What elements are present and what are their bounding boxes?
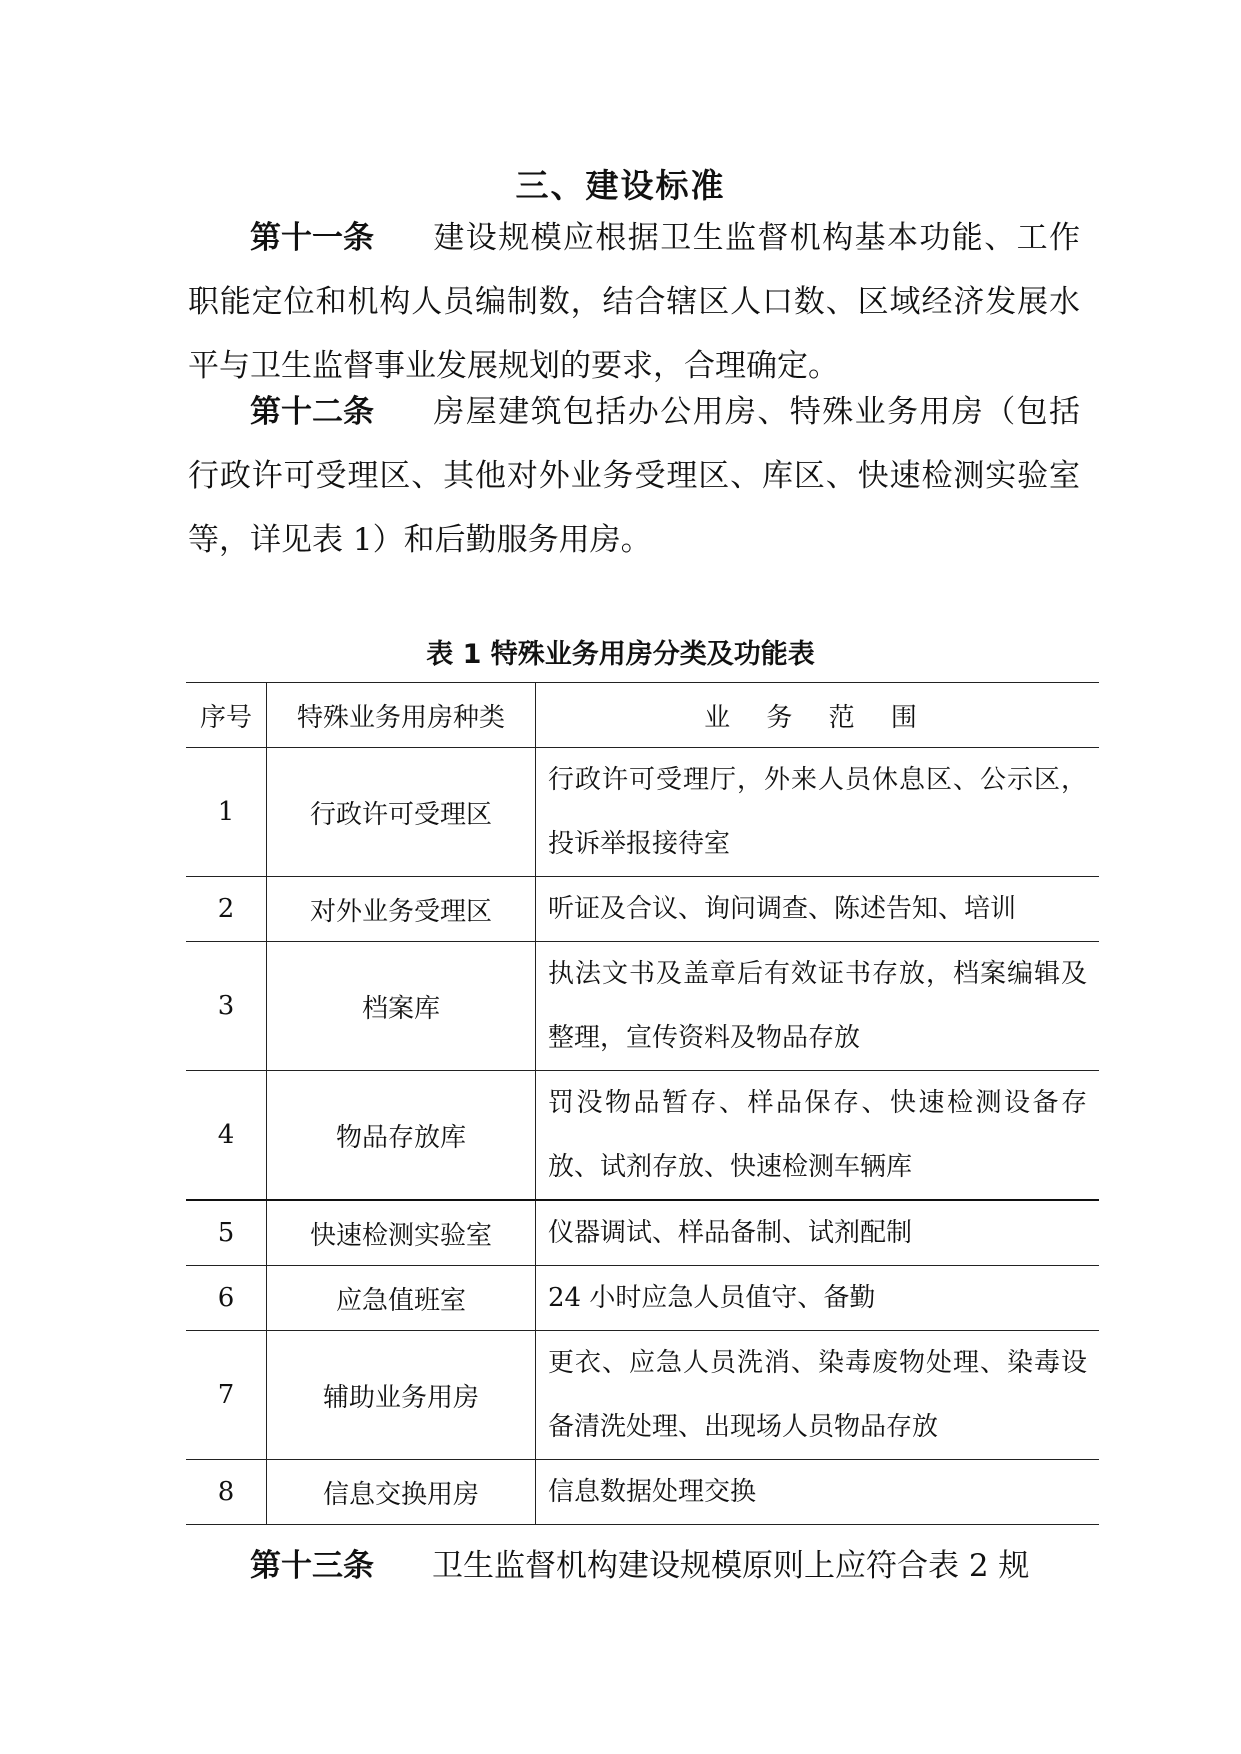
table-row bbox=[186, 1200, 1099, 1266]
row-no: 1 bbox=[186, 748, 267, 877]
table-row bbox=[186, 748, 1099, 877]
table-row bbox=[186, 1071, 1099, 1201]
row-scope: 罚没物品暂存、样品保存、快速检测设备存放、试剂存放、快速检测车辆库 bbox=[536, 1071, 1100, 1201]
row-scope: 仪器调试、样品备制、试剂配制 bbox=[536, 1200, 1100, 1266]
table-caption: 表 1 特殊业务用房分类及功能表 bbox=[426, 639, 815, 670]
row-scope: 执法文书及盖章后有效证书存放，档案编辑及整理，宣传资料及物品存放 bbox=[536, 942, 1100, 1071]
row-kind: 行政许可受理区 bbox=[267, 748, 536, 877]
row-kind: 信息交换用房 bbox=[267, 1460, 536, 1525]
row-kind: 辅助业务用房 bbox=[267, 1331, 536, 1460]
row-scope: 听证及合议、询问调查、陈述告知、培训 bbox=[536, 877, 1100, 942]
header-no: 序号 bbox=[186, 683, 267, 748]
row-no: 8 bbox=[186, 1460, 267, 1525]
table-row bbox=[186, 1460, 1099, 1525]
row-kind: 档案库 bbox=[267, 942, 536, 1071]
header-scope: 业 务 范 围 bbox=[536, 683, 1100, 748]
row-no: 3 bbox=[186, 942, 267, 1071]
row-no: 5 bbox=[186, 1200, 267, 1266]
row-kind: 对外业务受理区 bbox=[267, 877, 536, 942]
table-header-row bbox=[186, 683, 1099, 748]
article-13 bbox=[188, 1534, 1080, 1598]
article-label: 第十二条 bbox=[250, 394, 374, 430]
row-kind: 物品存放库 bbox=[267, 1071, 536, 1201]
table-row bbox=[186, 877, 1099, 942]
row-scope: 信息数据处理交换 bbox=[536, 1460, 1100, 1525]
article-text: 建设规模应根据卫生监督机构基本功能、工作职能定位和机构人员编制数，结合辖区人口数、区域经济发展水平与卫生监督事业发展规划的要求，合理确定。 bbox=[188, 220, 1080, 384]
row-no: 4 bbox=[186, 1071, 267, 1201]
table-row bbox=[186, 1331, 1099, 1460]
special-rooms-table bbox=[186, 682, 1099, 1525]
row-kind: 应急值班室 bbox=[267, 1266, 536, 1331]
table-row bbox=[186, 942, 1099, 1071]
article-11 bbox=[188, 206, 1080, 398]
article-label: 第十三条 bbox=[250, 1548, 374, 1584]
section-title: 三、建设标准 bbox=[515, 166, 726, 205]
row-kind: 快速检测实验室 bbox=[267, 1200, 536, 1266]
row-scope: 更衣、应急人员洗消、染毒废物处理、染毒设备清洗处理、出现场人员物品存放 bbox=[536, 1331, 1100, 1460]
article-12 bbox=[188, 380, 1080, 572]
row-no: 6 bbox=[186, 1266, 267, 1331]
article-text: 卫生监督机构建设规模原则上应符合表 2 规 bbox=[432, 1548, 1030, 1584]
row-scope: 行政许可受理厅，外来人员休息区、公示区，投诉举报接待室 bbox=[536, 748, 1100, 877]
row-scope: 24 小时应急人员值守、备勤 bbox=[536, 1266, 1100, 1331]
header-kind: 特殊业务用房种类 bbox=[267, 683, 536, 748]
article-label: 第十一条 bbox=[250, 220, 374, 256]
article-text: 房屋建筑包括办公用房、特殊业务用房（包括行政许可受理区、其他对外业务受理区、库区、快速检测实验室等，详见表 1）和后勤服务用房。 bbox=[188, 394, 1080, 558]
table-row bbox=[186, 1266, 1099, 1331]
row-no: 7 bbox=[186, 1331, 267, 1460]
row-no: 2 bbox=[186, 877, 267, 942]
